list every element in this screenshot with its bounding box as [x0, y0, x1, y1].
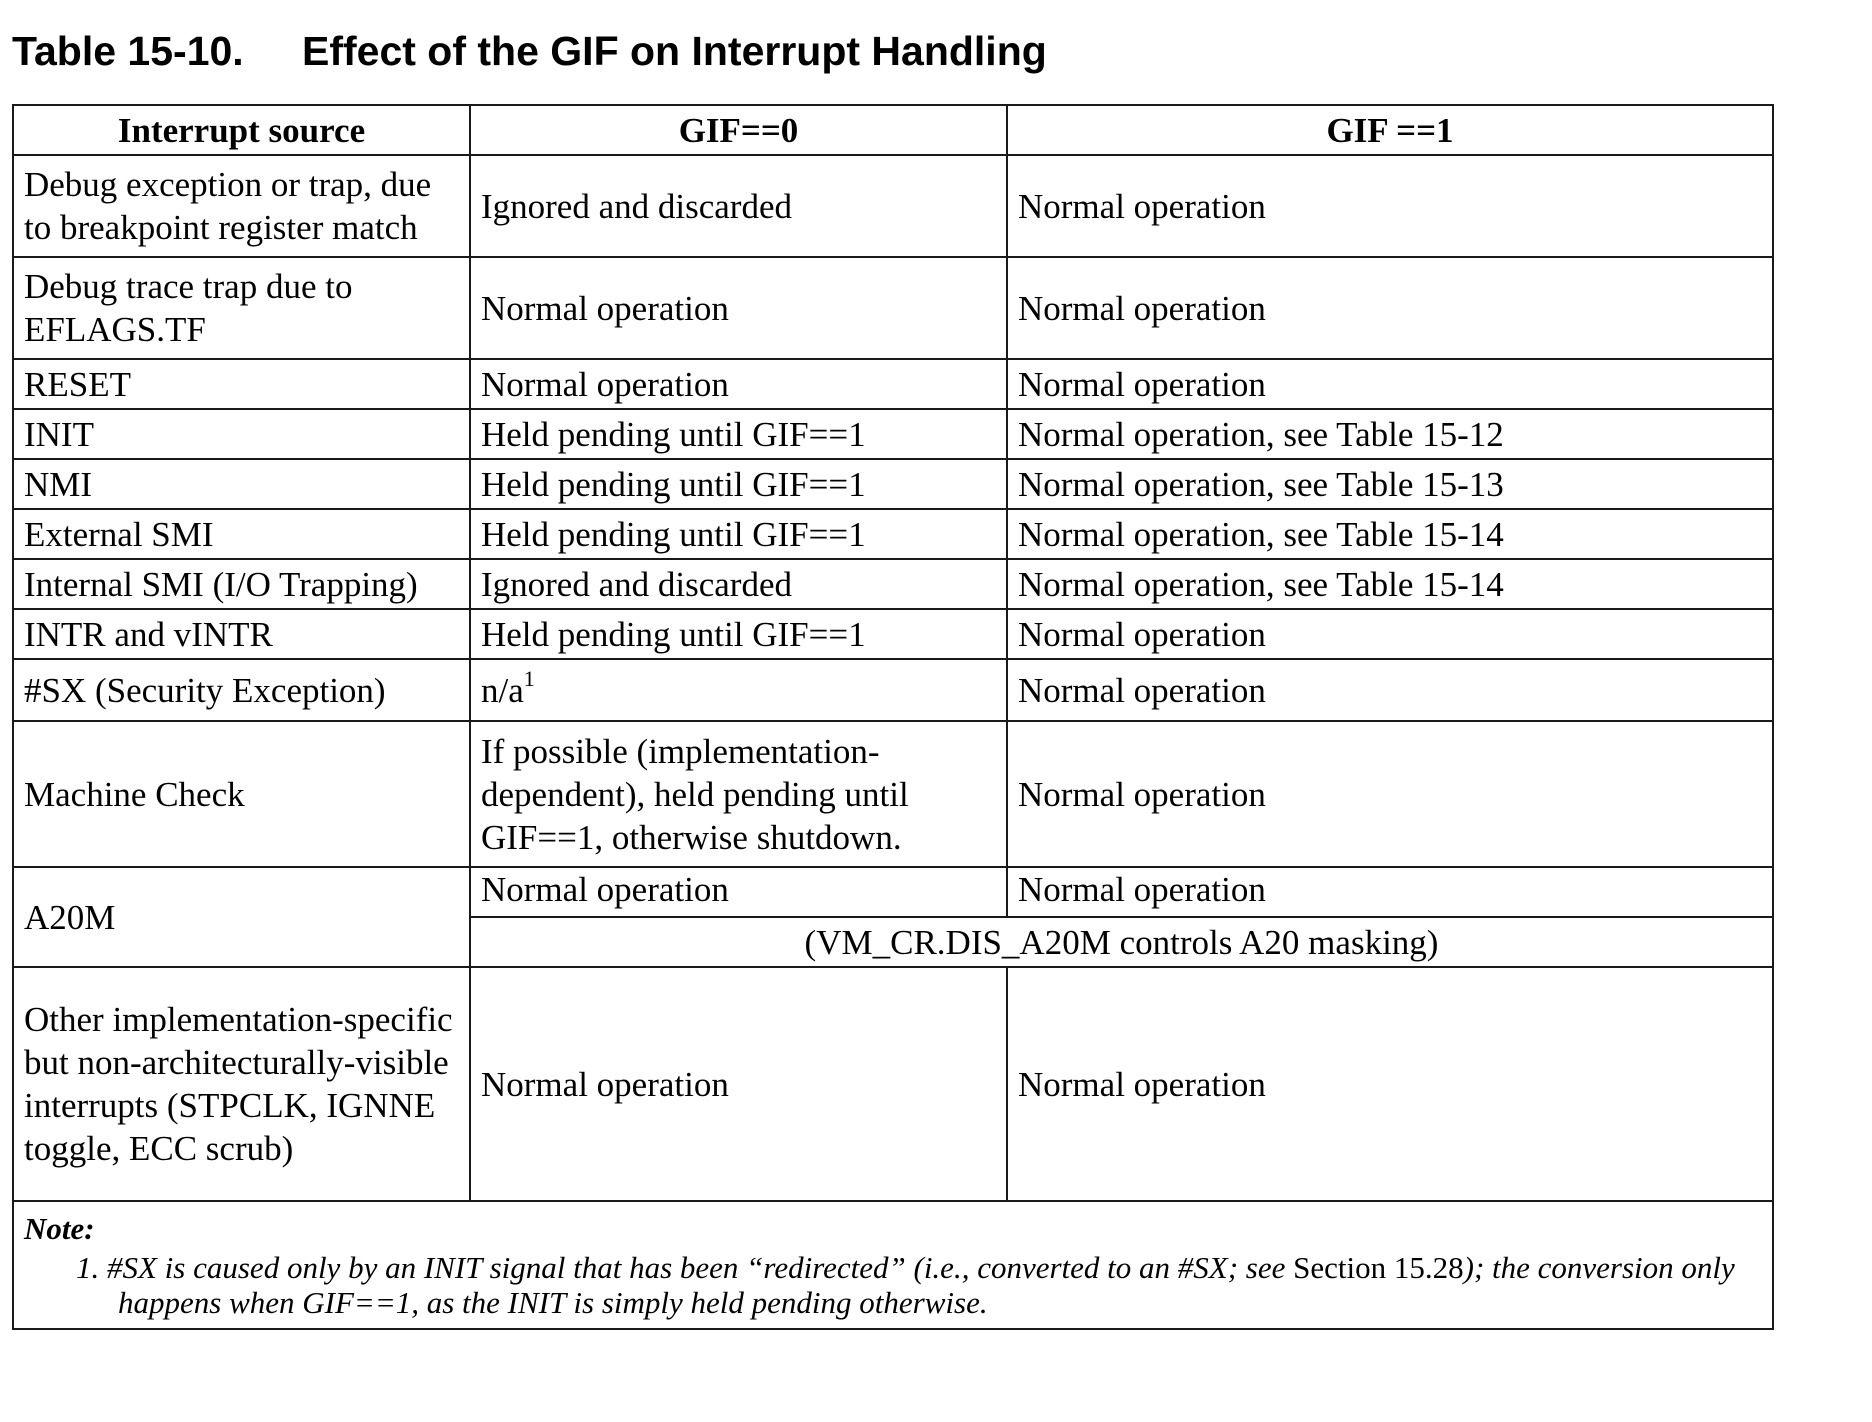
table-row: [13, 459, 1773, 509]
cell-source: A20M: [13, 867, 470, 967]
cell-gif0: Normal operation: [470, 867, 1007, 917]
cell-gif1: Normal operation: [1007, 257, 1773, 359]
note-text-b: ); the conversion only happens when GIF==1, as the INIT is simply held pending otherwise.: [118, 1249, 1735, 1320]
table-note: [13, 1201, 1773, 1329]
cell-gif0-text: n/a: [481, 670, 524, 710]
header-gif-0: GIF==0: [470, 105, 1007, 155]
section-reference: Section 15.28: [1293, 1249, 1464, 1285]
cell-source: #SX (Security Exception): [13, 659, 470, 721]
table-row: [13, 155, 1773, 257]
cell-source: Internal SMI (I/O Trapping): [13, 559, 470, 609]
cell-gif0: If possible (implementation-dependent), held pending until GIF==1, otherwise shutdown.: [470, 721, 1007, 867]
cell-source: INTR and vINTR: [13, 609, 470, 659]
cell-source: Machine Check: [13, 721, 470, 867]
cell-source: RESET: [13, 359, 470, 409]
table-row: [13, 867, 1773, 917]
cell-gif1: Normal operation: [1007, 721, 1773, 867]
cell-gif0: Held pending until GIF==1: [470, 409, 1007, 459]
table-row: [13, 967, 1773, 1201]
cell-gif0: Held pending until GIF==1: [470, 509, 1007, 559]
gif-interrupt-table: [12, 104, 1774, 1330]
cell-source: INIT: [13, 409, 470, 459]
table-number: Table 15-10.: [12, 28, 244, 74]
cell-source: [13, 257, 470, 359]
table-row: [13, 257, 1773, 359]
cell-source: External SMI: [13, 509, 470, 559]
header-interrupt-source: Interrupt source: [13, 105, 470, 155]
cell-gif1: Normal operation: [1007, 359, 1773, 409]
cell-gif0: [470, 659, 1007, 721]
cell-source-text: Debug trace trap due to EFLAGS.TF: [24, 267, 353, 349]
cell-gif1: Normal operation, see Table 15-14: [1007, 559, 1773, 609]
cell-gif1: Normal operation, see Table 15-12: [1007, 409, 1773, 459]
note-text-a: #SX is caused only by an INIT signal that has been “redirected” (i.e., converted to an #SX; see: [107, 1249, 1294, 1285]
cell-source: NMI: [13, 459, 470, 509]
cell-gif0: Normal operation: [470, 967, 1007, 1201]
cell-gif1: Normal operation, see Table 15-13: [1007, 459, 1773, 509]
table-row: [13, 509, 1773, 559]
cell-gif1: Normal operation: [1007, 659, 1773, 721]
table-row: [13, 359, 1773, 409]
table-row: [13, 559, 1773, 609]
cell-gif0: Ignored and discarded: [470, 155, 1007, 257]
cell-gif0: Normal operation: [470, 359, 1007, 409]
cell-gif1: Normal operation: [1007, 867, 1773, 917]
note-marker: 1.: [76, 1249, 100, 1285]
table-row: [13, 609, 1773, 659]
cell-gif0: Held pending until GIF==1: [470, 459, 1007, 509]
cell-span-note: (VM_CR.DIS_A20M controls A20 masking): [470, 917, 1773, 967]
table-row: [13, 659, 1773, 721]
cell-gif1: Normal operation: [1007, 609, 1773, 659]
table-row: [13, 409, 1773, 459]
table-row: [13, 721, 1773, 867]
header-row: [13, 105, 1773, 155]
note-row: [13, 1201, 1773, 1329]
cell-source: Other implementation-specific but non-architecturally-visible interrupts (STPCLK, IGNNE toggle, ECC scrub): [13, 967, 470, 1201]
cell-gif0: Held pending until GIF==1: [470, 609, 1007, 659]
note-title: Note:: [24, 1210, 95, 1246]
cell-gif0: Normal operation: [470, 257, 1007, 359]
cell-gif1: Normal operation: [1007, 967, 1773, 1201]
cell-source: Debug exception or trap, due to breakpoint register match: [13, 155, 470, 257]
note-item: [24, 1250, 1762, 1320]
cell-gif1: Normal operation: [1007, 155, 1773, 257]
cell-gif1: Normal operation, see Table 15-14: [1007, 509, 1773, 559]
header-gif-1: GIF ==1: [1007, 105, 1773, 155]
table-caption: [12, 28, 1047, 75]
cell-gif0: Ignored and discarded: [470, 559, 1007, 609]
footnote-marker: 1: [523, 665, 535, 691]
table-title: Effect of the GIF on Interrupt Handling: [302, 28, 1047, 74]
